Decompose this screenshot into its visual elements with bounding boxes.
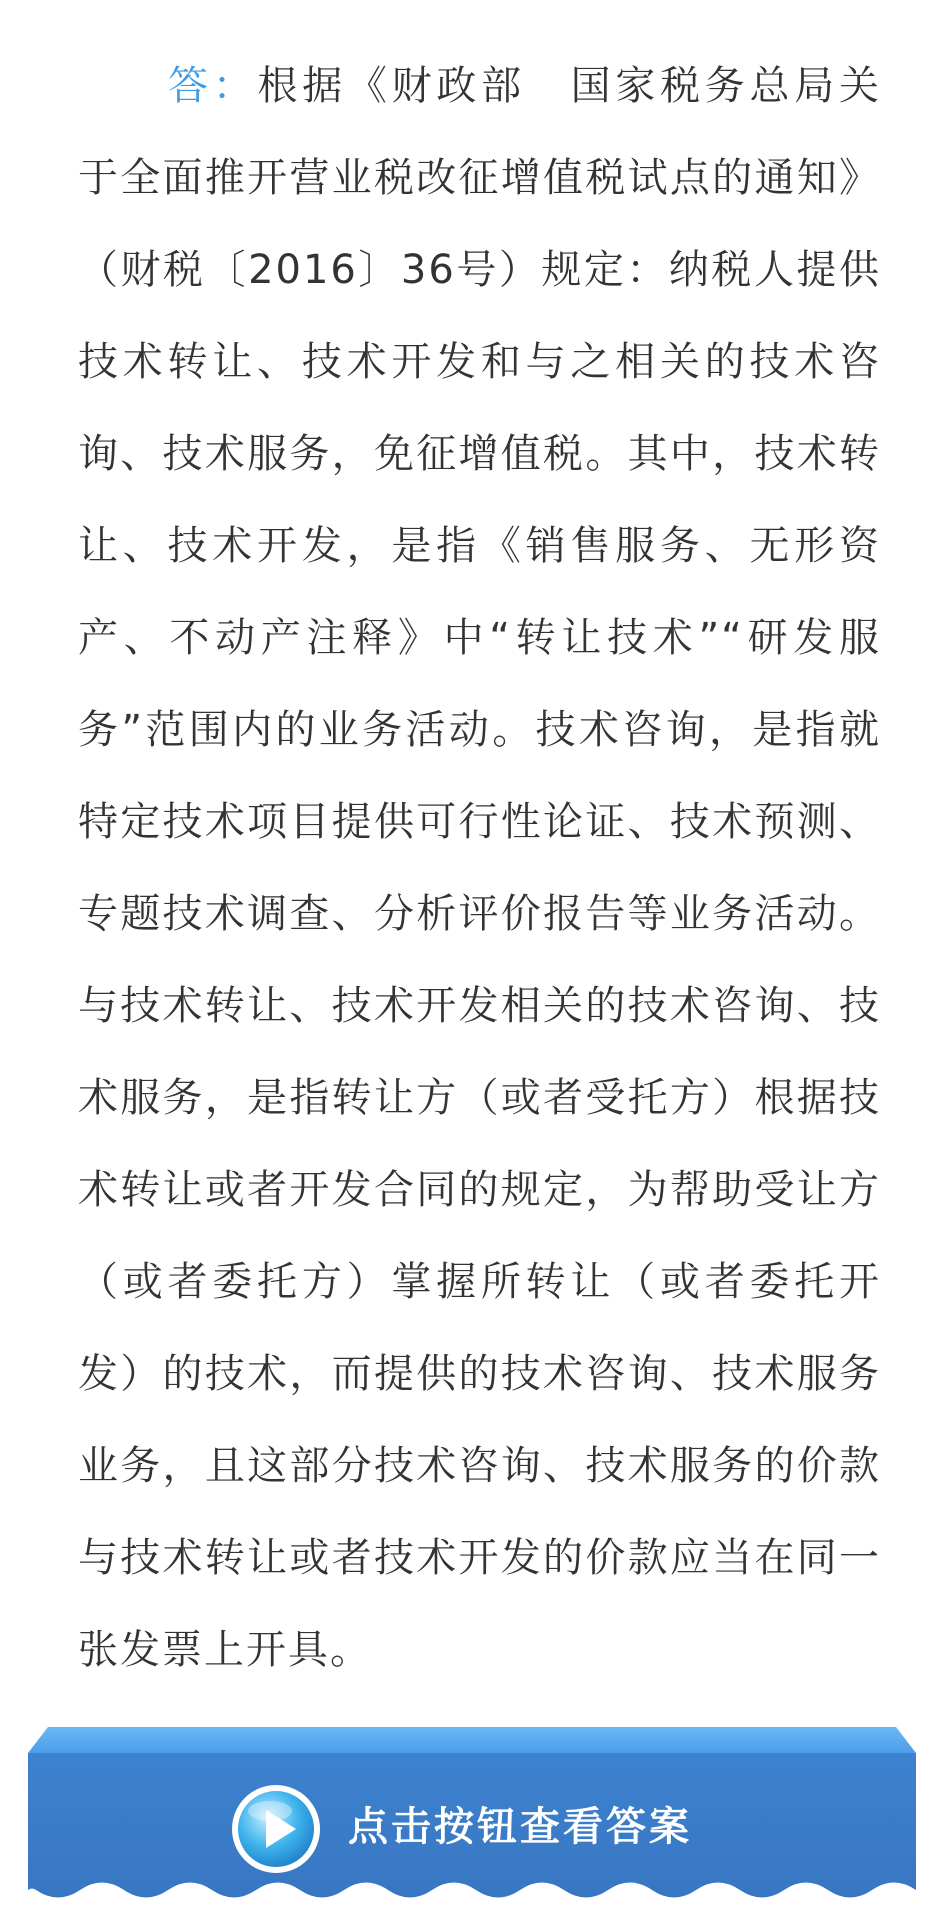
answer-text: 根据《财政部 国家税务总局关于全面推开营业税改征增值税试点的通知》（财税〔2016〕36号）规定：纳税人提供技术转让、技术开发和与之相关的技术咨询、技术服务，免征增值税。其中，技术转让、技术开发，是指《销售服务、无形资产、不动产注释》中“转让技术”“研发服务”范围内的业务活动。技术咨询，是指就特定技术项目提供可行性论证、技术预测、专题技术调查、分析评价报告等业务活动。与技术转让、技术开发相关的技术咨询、技术服务，是指转让方（或者受托方）根据技术转让或者开发合同的规定，为帮助受让方（或者委托方）掌握所转让（或者委托开发）的技术，而提供的技术咨询、技术服务业务，且这部分技术咨询、技术服务的价款与技术转让或者技术开发的价款应当在同一张发票上开具。	[78, 63, 882, 1673]
view-answer-button-label[interactable]: 点击按钮查看答案	[348, 1803, 692, 1850]
play-icon	[230, 1783, 322, 1875]
view-answer-banner[interactable]	[28, 1725, 916, 1917]
answer-paragraph	[78, 40, 881, 1696]
answer-label: 答：	[168, 63, 258, 109]
play-button[interactable]	[230, 1783, 322, 1875]
